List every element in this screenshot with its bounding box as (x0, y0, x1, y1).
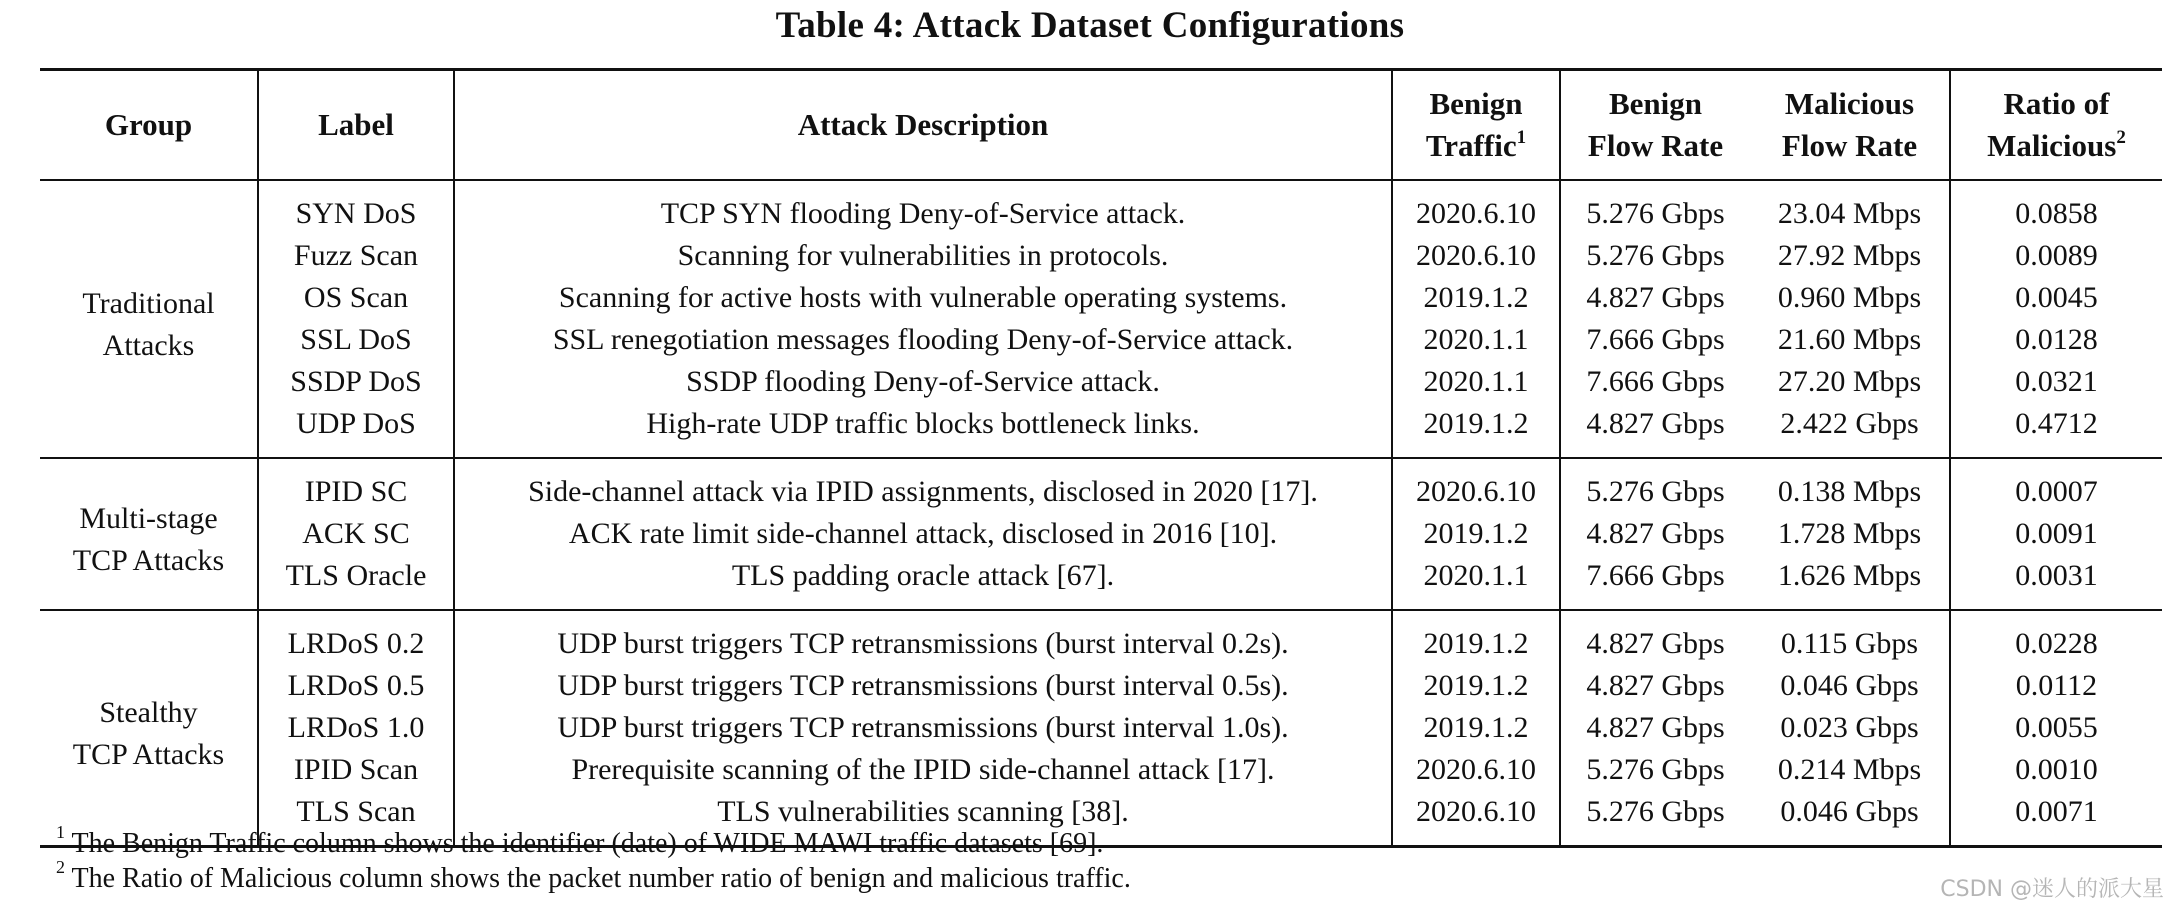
cell-benign-flow-rate: 5.276 Gbps (1586, 475, 1725, 508)
cell-benign-traffic: 2020.6.10 (1392, 235, 1560, 277)
cell-description: SSDP flooding Deny-of-Service attack. (454, 361, 1392, 403)
cell-benign-traffic: 2019.1.2 (1392, 277, 1560, 319)
col-header-description: Attack Description (454, 70, 1392, 181)
col-header-benign-traffic: Benign Traffic$^1$ (1392, 70, 1560, 181)
cell-malicious-flow-rate: 23.04 Mbps (1750, 180, 1950, 235)
table-row (40, 555, 2162, 610)
cell-benign-flow-rate: 4.827 Gbps (1586, 627, 1725, 660)
col-header-benign-flow-rate: Benign Flow Rate (1560, 70, 1750, 181)
table-row (40, 458, 2162, 513)
cell-label: SYN DoS (258, 180, 454, 235)
cell-benign-flow-rate: 4.827 Gbps (1586, 407, 1725, 440)
watermark: CSDN @迷人的派大星 (1940, 877, 2164, 902)
cell-malicious-flow-rate: 0.046 Gbps (1750, 665, 1950, 707)
footnote-1: $^1$ The Benign Traffic column shows the identifier (date) of WIDE MAWI traffic datasets [69]. (56, 821, 1104, 859)
footnote-mark-1: 1 (1516, 126, 1527, 148)
cell-benign-flow-rate: 5.276 Gbps (1586, 197, 1725, 230)
group-name: Traditional Attacks (40, 180, 258, 458)
table-row (40, 665, 2162, 707)
cell-label: IPID Scan (258, 749, 454, 791)
cell-label: LRDoS 1.0 (258, 707, 454, 749)
cell-description: UDP burst triggers TCP retransmissions (burst interval 0.5s). (454, 665, 1392, 707)
table-row (40, 277, 2162, 319)
cell-benign-traffic: 2020.6.10 (1392, 180, 1560, 235)
cell-label: TLS Scan (258, 791, 454, 847)
table-row (40, 707, 2162, 749)
cell-ratio-malicious: 0.0031 (2015, 559, 2098, 592)
cell-benign-traffic: 2020.6.10 (1392, 791, 1560, 847)
col-header-label: Label (258, 70, 454, 181)
cell-benign-traffic: 2020.1.1 (1392, 319, 1560, 361)
footnote-mark-2: 2 (2116, 126, 2126, 148)
cell-description: ACK rate limit side-channel attack, disclosed in 2016 [10]. (454, 513, 1392, 555)
col-header-ratio-malicious: Ratio of Malicious$^2$ (1950, 70, 2162, 181)
cell-benign-flow-rate: 4.827 Gbps (1586, 669, 1725, 702)
cell-benign-traffic: 2019.1.2 (1392, 403, 1560, 458)
cell-malicious-flow-rate: 0.138 Mbps (1750, 458, 1950, 513)
table-row (40, 235, 2162, 277)
cell-label: ACK SC (258, 513, 454, 555)
cell-malicious-flow-rate: 0.214 Mbps (1750, 749, 1950, 791)
cell-benign-flow-rate: 4.827 Gbps (1586, 517, 1725, 550)
table-row (40, 180, 2162, 235)
group-name: Stealthy TCP Attacks (40, 610, 258, 847)
cell-benign-traffic: 2020.1.1 (1392, 361, 1560, 403)
cell-malicious-flow-rate: 2.422 Gbps (1750, 403, 1950, 458)
cell-description: UDP burst triggers TCP retransmissions (burst interval 0.2s). (454, 610, 1392, 665)
table-row (40, 403, 2162, 458)
cell-malicious-flow-rate: 0.115 Gbps (1750, 610, 1950, 665)
cell-benign-flow-rate: 5.276 Gbps (1586, 753, 1725, 786)
cell-label: LRDoS 0.2 (258, 610, 454, 665)
cell-benign-traffic: 2019.1.2 (1392, 665, 1560, 707)
cell-malicious-flow-rate: 0.960 Mbps (1750, 277, 1950, 319)
cell-benign-flow-rate: 7.666 Gbps (1586, 559, 1725, 592)
cell-benign-traffic: 2019.1.2 (1392, 610, 1560, 665)
cell-description: SSL renegotiation messages flooding Deny-of-Service attack. (454, 319, 1392, 361)
group-name: Multi-stage TCP Attacks (40, 458, 258, 610)
cell-benign-traffic: 2020.6.10 (1392, 458, 1560, 513)
cell-ratio-malicious: 0.0228 (2015, 627, 2098, 660)
cell-ratio-malicious: 0.0007 (2015, 475, 2098, 508)
cell-malicious-flow-rate: 21.60 Mbps (1750, 319, 1950, 361)
cell-ratio-malicious: 0.0858 (2015, 197, 2098, 230)
cell-description: Scanning for vulnerabilities in protocols. (454, 235, 1392, 277)
cell-ratio-malicious: 0.0321 (2015, 365, 2098, 398)
cell-ratio-malicious: 0.0045 (2015, 281, 2098, 314)
cell-description: TLS vulnerabilities scanning [38]. (454, 791, 1392, 847)
cell-description: Prerequisite scanning of the IPID side-channel attack [17]. (454, 749, 1392, 791)
cell-malicious-flow-rate: 1.728 Mbps (1750, 513, 1950, 555)
table-header (40, 70, 2162, 181)
cell-benign-flow-rate: 7.666 Gbps (1586, 365, 1725, 398)
col-header-group: Group (40, 70, 258, 181)
cell-label: TLS Oracle (258, 555, 454, 610)
cell-label: IPID SC (258, 458, 454, 513)
cell-ratio-malicious: 0.0091 (2015, 517, 2098, 550)
cell-ratio-malicious: 0.4712 (2015, 407, 2098, 440)
cell-benign-traffic: 2019.1.2 (1392, 707, 1560, 749)
cell-malicious-flow-rate: 1.626 Mbps (1750, 555, 1950, 610)
cell-description: TCP SYN flooding Deny-of-Service attack. (454, 180, 1392, 235)
cell-label: SSDP DoS (258, 361, 454, 403)
col-header-malicious-flow-rate: Malicious Flow Rate (1750, 70, 1950, 181)
cell-label: UDP DoS (258, 403, 454, 458)
cell-description: High-rate UDP traffic blocks bottleneck links. (454, 403, 1392, 458)
cell-benign-flow-rate: 4.827 Gbps (1586, 711, 1725, 744)
table-group-0 (40, 180, 2162, 458)
cell-malicious-flow-rate: 0.046 Gbps (1750, 791, 1950, 847)
cell-benign-flow-rate: 4.827 Gbps (1586, 281, 1725, 314)
table-group-1 (40, 458, 2162, 610)
cell-benign-traffic: 2019.1.2 (1392, 513, 1560, 555)
cell-ratio-malicious: 0.0071 (2015, 795, 2098, 828)
cell-ratio-malicious: 0.0010 (2015, 753, 2098, 786)
cell-label: SSL DoS (258, 319, 454, 361)
table-row (40, 319, 2162, 361)
table-caption: Table 4: Attack Dataset Configurations (775, 5, 1405, 46)
table-row (40, 361, 2162, 403)
cell-benign-traffic: 2020.1.1 (1392, 555, 1560, 610)
cell-ratio-malicious: 0.0128 (2015, 323, 2098, 356)
cell-ratio-malicious: 0.0089 (2015, 239, 2098, 272)
table-row (40, 513, 2162, 555)
cell-benign-flow-rate: 5.276 Gbps (1586, 239, 1725, 272)
cell-label: Fuzz Scan (258, 235, 454, 277)
table-row (40, 749, 2162, 791)
cell-description: Side-channel attack via IPID assignments, disclosed in 2020 [17]. (454, 458, 1392, 513)
cell-benign-flow-rate: 7.666 Gbps (1586, 323, 1725, 356)
cell-description: UDP burst triggers TCP retransmissions (burst interval 1.0s). (454, 707, 1392, 749)
cell-malicious-flow-rate: 27.20 Mbps (1750, 361, 1950, 403)
cell-label: LRDoS 0.5 (258, 665, 454, 707)
table-group-2 (40, 610, 2162, 847)
table-row (40, 610, 2162, 665)
footnotes (56, 821, 1131, 896)
cell-benign-flow-rate: 5.276 Gbps (1586, 795, 1725, 828)
cell-ratio-malicious: 0.0112 (2015, 669, 2098, 702)
cell-description: Scanning for active hosts with vulnerable operating systems. (454, 277, 1392, 319)
footnote-2: $^2$ The Ratio of Malicious column shows the packet number ratio of benign and malicious traffic. (56, 856, 1131, 894)
cell-malicious-flow-rate: 27.92 Mbps (1750, 235, 1950, 277)
cell-malicious-flow-rate: 0.023 Gbps (1750, 707, 1950, 749)
cell-benign-traffic: 2020.6.10 (1392, 749, 1560, 791)
cell-description: TLS padding oracle attack [67]. (454, 555, 1392, 610)
cell-ratio-malicious: 0.0055 (2015, 711, 2098, 744)
attack-dataset-table (40, 68, 2162, 848)
cell-label: OS Scan (258, 277, 454, 319)
